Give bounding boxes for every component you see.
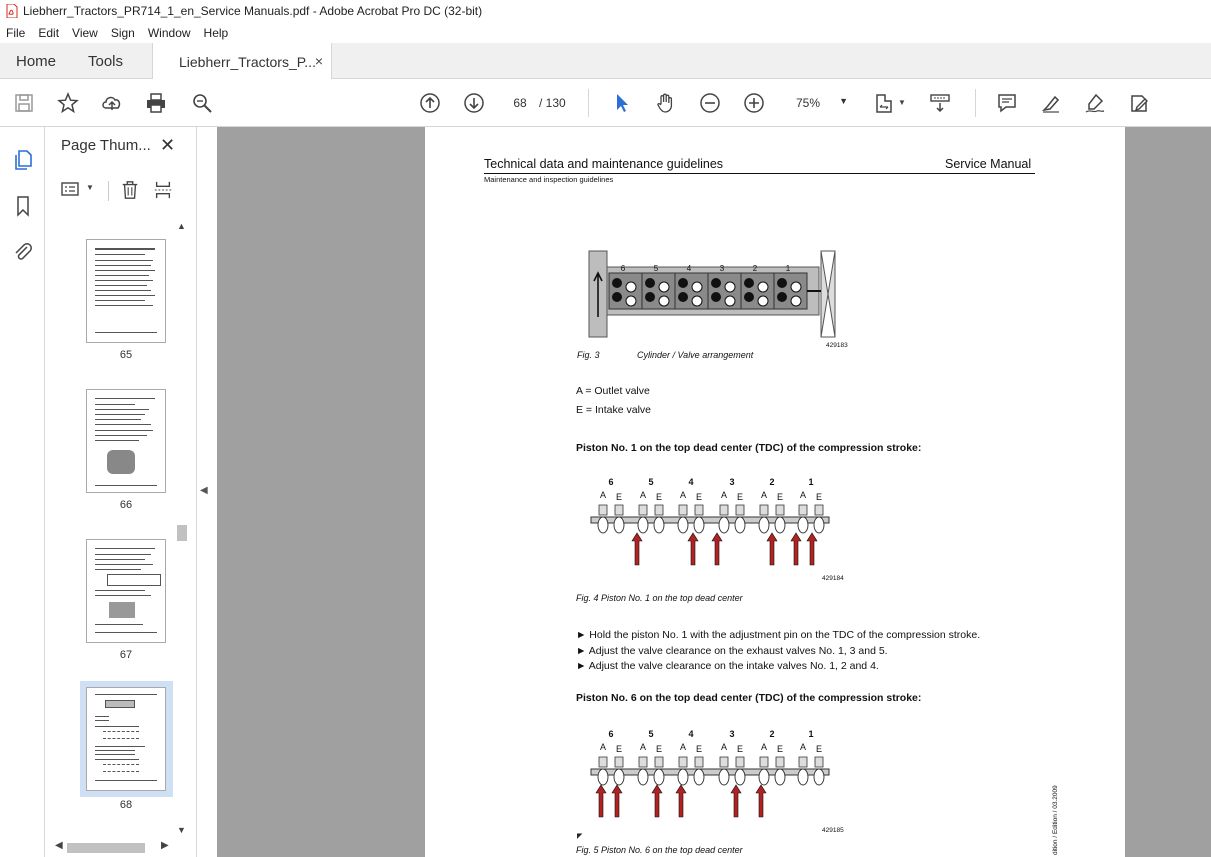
options-menu-icon[interactable] [61,180,83,201]
zoom-value: 75% [796,96,821,110]
left-rail [0,127,45,857]
scroll-left-icon[interactable]: ◀ [55,840,63,851]
pdf-app-icon [6,4,18,18]
chevron-down-icon[interactable]: ▼ [898,98,906,107]
scroll-mode-icon[interactable] [928,91,952,115]
page-thumbnails-panel [45,127,197,857]
figure-number: Fig. 3 [577,350,600,360]
svg-text:E: E [655,492,663,502]
chevron-down-icon[interactable]: ▼ [86,183,94,192]
page-header-right: Service Manual [945,157,1032,171]
cylinder-number: 6 [608,477,614,487]
cylinder-number: 6 [608,729,614,739]
highlight-icon[interactable] [1039,91,1063,115]
cylinder-label: 3 [719,264,725,273]
extract-pages-icon[interactable] [153,179,173,204]
instruction-step: ► Adjust the valve clearance on the intake valves No. 1, 2 and 4. [576,660,879,672]
svg-text:E: E [776,744,784,754]
collapse-panel-icon[interactable]: ◀ [200,485,208,496]
page-thumbnail-65[interactable] [86,239,166,343]
zoom-out-icon[interactable] [698,91,722,115]
figure-caption: Fig. 4 Piston No. 1 on the top dead center [576,593,743,603]
cylinder-label: 6 [620,264,626,273]
svg-text:E: E [695,492,703,502]
scroll-up-icon[interactable]: ▲ [177,221,186,231]
pdf-page [425,127,1125,857]
cylinder-label: 1 [785,264,791,273]
cylinder-number: 4 [688,729,694,739]
cylinder-number: 3 [729,477,735,487]
page-up-icon[interactable] [418,91,442,115]
legend-outlet: A = Outlet valve [576,385,650,397]
cylinder-number: 2 [769,729,775,739]
page-header-left: Technical data and maintenance guidelines [484,157,724,171]
svg-text:E: E [815,492,823,502]
header-rule [484,173,1035,174]
svg-text:E: E [615,492,623,502]
figure-caption: Cylinder / Valve arrangement [637,350,754,360]
page-thumbnail-66[interactable] [86,389,166,493]
page-subheader: Maintenance and inspection guidelines [484,175,614,184]
svg-text:A: A [679,490,687,500]
svg-text:E: E [736,492,744,502]
comment-icon[interactable] [995,91,1019,115]
svg-text:A: A [639,490,647,500]
cylinder-valve-diagram [587,247,847,347]
sign-icon[interactable] [1083,91,1107,115]
svg-text:A: A [599,742,607,752]
print-icon[interactable] [144,91,168,115]
menu-help[interactable]: Help [203,25,229,40]
thumbnail-list [45,221,183,841]
thumbnail-hscrollbar[interactable] [53,840,173,854]
thumbnail-label: 65 [119,349,133,361]
cylinder-number: 2 [769,477,775,487]
svg-text:A: A [639,742,647,752]
figure-ref: 429184 [822,575,844,582]
legend-intake: E = Intake valve [576,404,652,416]
tab-bar [0,43,1211,79]
chevron-down-icon: ▼ [839,96,848,106]
instruction-step: ► Hold the piston No. 1 with the adjustment pin on the TDC of the compression stroke. [576,629,981,641]
document-canvas [217,127,1211,857]
cylinder-number: 5 [648,477,654,487]
page-thumbnail-68[interactable] [86,687,166,791]
cylinder-number: 4 [688,477,694,487]
svg-text:E: E [736,744,744,754]
tab-document[interactable] [152,43,332,80]
scroll-down-icon[interactable]: ▼ [177,825,186,835]
zoom-select[interactable] [786,92,856,114]
close-tab-icon[interactable]: × [314,53,323,69]
menu-sign[interactable]: Sign [110,25,135,40]
search-zoom-icon[interactable] [190,91,214,115]
delete-page-icon[interactable] [120,179,140,204]
attachment-icon[interactable] [11,240,35,264]
svg-text:E: E [655,744,663,754]
edit-pdf-icon[interactable] [1127,91,1151,115]
cylinder-number: 5 [648,729,654,739]
scroll-right-icon[interactable]: ▶ [161,840,169,851]
svg-text:A: A [760,490,768,500]
cylinder-label: 2 [752,264,758,273]
page-thumbnail-67[interactable] [86,539,166,643]
panel-tools [45,175,197,205]
camshaft-diagram [589,475,839,575]
thumbnail-label: 67 [119,649,133,661]
page-total: / 130 [539,96,566,110]
menu-bar [0,22,1211,43]
svg-text:E: E [615,744,623,754]
page-thumbnails-icon[interactable] [11,148,35,172]
toolbar-divider [588,89,589,117]
thumbnail-label: 66 [119,499,133,511]
svg-text:A: A [599,490,607,500]
menu-file[interactable]: File [6,25,26,40]
divider [108,181,109,201]
figure-caption: Fig. 5 Piston No. 6 on the top dead center [576,845,743,855]
select-arrow-icon[interactable] [610,91,634,115]
title-bar [0,0,1211,22]
svg-text:A: A [720,490,728,500]
instruction-step: ► Adjust the valve clearance on the exhaust valves No. 1, 3 and 5. [576,645,888,657]
hand-icon[interactable] [654,91,678,115]
tab-document-label: Liebherr_Tractors_P... [179,53,316,70]
cylinder-number: 1 [808,477,814,487]
save-icon[interactable] [12,91,36,115]
svg-text:E: E [776,492,784,502]
panel-title: Page Thum... [61,137,151,154]
svg-text:A: A [720,742,728,752]
menu-window[interactable]: Window [147,25,191,40]
bookmark-star-icon[interactable] [56,91,80,115]
figure-ref: 429183 [826,342,848,349]
cylinder-label: 4 [686,264,692,273]
section-heading: Piston No. 6 on the top dead center (TDC) of the compression stroke: [576,692,922,704]
section-heading: Piston No. 1 on the top dead center (TDC) of the compression stroke: [576,442,922,454]
bookmark-icon[interactable] [11,194,35,218]
svg-text:E: E [815,744,823,754]
menu-edit[interactable]: Edit [38,25,60,40]
hscrollbar-thumb[interactable] [67,843,145,853]
marker-icon: ◤ [577,833,583,840]
scrollbar-thumb[interactable] [177,525,187,541]
window-title: Liebherr_Tractors_PR714_1_en_Service Manuals.pdf - Adobe Acrobat Pro DC (32-bit) [23,4,483,18]
toolbar-divider [975,89,976,117]
edition-note: dition / Edition / 03.2009 [1052,785,1059,855]
page-fit-icon[interactable] [872,91,896,115]
cylinder-label: 5 [653,264,659,273]
cylinder-number: 3 [729,729,735,739]
svg-text:A: A [760,742,768,752]
svg-text:A: A [679,742,687,752]
svg-text:A: A [799,742,807,752]
upload-icon[interactable] [100,91,124,115]
camshaft-diagram [589,727,839,827]
figure-ref: 429185 [822,827,844,834]
svg-text:E: E [695,744,703,754]
thumbnail-label: 68 [119,799,133,811]
page-number-input[interactable]: 68 [513,96,527,110]
thumbnail-scrollbar[interactable] [175,221,189,841]
close-icon[interactable]: ✕ [160,135,176,155]
svg-text:A: A [799,490,807,500]
tab-home[interactable]: Home [16,52,57,70]
zoom-in-icon[interactable] [742,91,766,115]
cylinder-number: 1 [808,729,814,739]
toolbar [0,79,1211,127]
menu-view[interactable]: View [72,25,98,40]
page-down-icon[interactable] [462,91,486,115]
tab-tools[interactable]: Tools [88,52,124,70]
